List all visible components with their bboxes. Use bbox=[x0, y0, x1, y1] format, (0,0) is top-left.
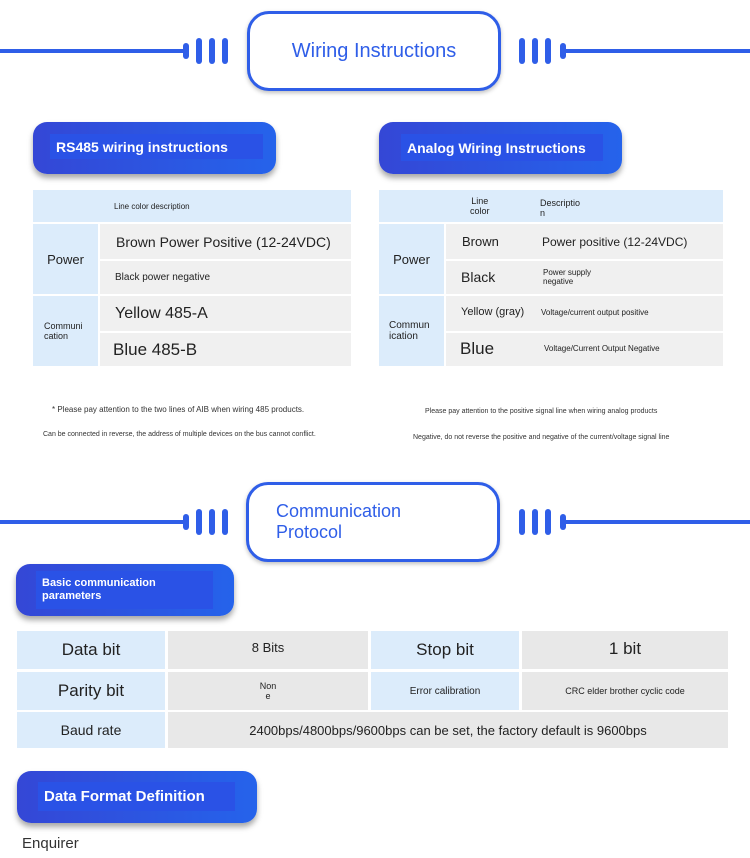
analog-header-color bbox=[470, 196, 490, 216]
rs485-comm-b: Blue 485-B bbox=[100, 333, 351, 366]
analog-header-desc bbox=[540, 198, 580, 218]
analog-comm-label-2: ication bbox=[389, 331, 418, 342]
format-title: Data Format Definition bbox=[38, 782, 235, 811]
format-label bbox=[17, 771, 257, 823]
analog-blue-desc: Voltage/Current Output Negative bbox=[544, 344, 660, 353]
parity-bit-label: Parity bit bbox=[17, 672, 165, 710]
data-bit-value: 8 Bits bbox=[168, 631, 368, 669]
analog-black-desc bbox=[543, 268, 591, 286]
parity-bit-value-1: Non bbox=[259, 681, 277, 691]
data-bit-label: Data bit bbox=[17, 631, 165, 669]
rs485-power-label: Power bbox=[33, 224, 98, 294]
header-bar bbox=[545, 509, 551, 535]
analog-header-color-1: Line bbox=[471, 196, 489, 206]
header-line-left bbox=[0, 49, 186, 53]
analog-header bbox=[379, 190, 723, 222]
rs485-comm-a: Yellow 485-A bbox=[100, 296, 351, 331]
protocol-title bbox=[246, 482, 500, 562]
analog-row-blue bbox=[446, 333, 723, 366]
protocol-title-1: Communication bbox=[276, 501, 402, 521]
analog-header-desc-1: Descriptio bbox=[540, 198, 581, 208]
rs485-power-negative: Black power negative bbox=[100, 261, 351, 294]
header-bar bbox=[519, 38, 525, 64]
analog-row-black bbox=[446, 261, 723, 294]
rs485-comm-label-2: cation bbox=[44, 331, 69, 341]
analog-brown: Brown bbox=[462, 234, 499, 249]
enquirer-label: Enquirer bbox=[22, 835, 79, 852]
header-bar bbox=[532, 509, 538, 535]
analog-comm-label-1: Commun bbox=[389, 320, 430, 331]
rs485-header: Line color description bbox=[33, 190, 351, 222]
analog-black-desc-2: negative bbox=[543, 277, 574, 286]
analog-yellow: Yellow (gray) bbox=[461, 306, 525, 318]
parity-bit-value bbox=[168, 672, 368, 710]
params-title bbox=[36, 571, 213, 609]
rs485-note-1: * Please pay attention to the two lines of AIB when wiring 485 products. bbox=[52, 405, 305, 414]
header-bar bbox=[519, 509, 525, 535]
header-bar bbox=[532, 38, 538, 64]
header-bar bbox=[545, 38, 551, 64]
analog-row-yellow bbox=[446, 296, 723, 331]
analog-label bbox=[379, 122, 622, 174]
header-line-left bbox=[0, 520, 186, 524]
params-title-1: Basic communication bbox=[42, 577, 156, 589]
analog-title: Analog Wiring Instructions bbox=[401, 134, 603, 161]
rs485-power-positive: Brown Power Positive (12-24VDC) bbox=[100, 224, 351, 259]
baud-rate-label: Baud rate bbox=[17, 712, 165, 748]
header-line-right bbox=[566, 49, 750, 53]
analog-header-desc-2: n bbox=[540, 208, 546, 218]
analog-row-brown bbox=[446, 224, 723, 259]
params-title-2: parameters bbox=[42, 590, 102, 602]
analog-blue: Blue bbox=[460, 339, 495, 358]
header-bar bbox=[209, 509, 215, 535]
wiring-title: Wiring Instructions bbox=[247, 11, 501, 91]
analog-comm-label bbox=[379, 296, 444, 366]
error-calibration-value: CRC elder brother cyclic code bbox=[522, 672, 728, 710]
rs485-note-2: Can be connected in reverse, the address of multiple devices on the bus cannot conflict. bbox=[43, 431, 316, 438]
analog-black: Black bbox=[461, 269, 496, 285]
stop-bit-value: 1 bit bbox=[522, 631, 728, 669]
analog-power-label: Power bbox=[379, 224, 444, 294]
header-bar bbox=[196, 509, 202, 535]
header-bar bbox=[222, 38, 228, 64]
rs485-label bbox=[33, 122, 276, 174]
rs485-title: RS485 wiring instructions bbox=[50, 134, 263, 159]
parity-bit-value-2: e bbox=[265, 691, 271, 701]
header-bar bbox=[222, 509, 228, 535]
header-bar bbox=[196, 38, 202, 64]
analog-black-desc-1: Power supply bbox=[543, 268, 592, 277]
analog-header-color-2: color bbox=[470, 206, 490, 216]
error-calibration-label: Error calibration bbox=[371, 672, 519, 710]
header-bar bbox=[209, 38, 215, 64]
analog-note-2: Negative, do not reverse the positive and negative of the current/voltage signal line bbox=[413, 434, 670, 441]
baud-rate-value: 2400bps/4800bps/9600bps can be set, the factory default is 9600bps bbox=[168, 712, 728, 748]
rs485-comm-label-1: Communi bbox=[44, 321, 83, 331]
header-line-right bbox=[566, 520, 750, 524]
protocol-title-2: Protocol bbox=[276, 522, 343, 542]
header-bar bbox=[183, 43, 189, 59]
analog-note-1: Please pay attention to the positive signal line when wiring analog products bbox=[425, 408, 658, 415]
params-label bbox=[16, 564, 234, 616]
header-bar bbox=[183, 514, 189, 530]
stop-bit-label: Stop bit bbox=[371, 631, 519, 669]
rs485-comm-label bbox=[33, 296, 98, 366]
analog-yellow-desc: Voltage/current output positive bbox=[541, 308, 649, 317]
analog-brown-desc: Power positive (12-24VDC) bbox=[542, 235, 688, 249]
